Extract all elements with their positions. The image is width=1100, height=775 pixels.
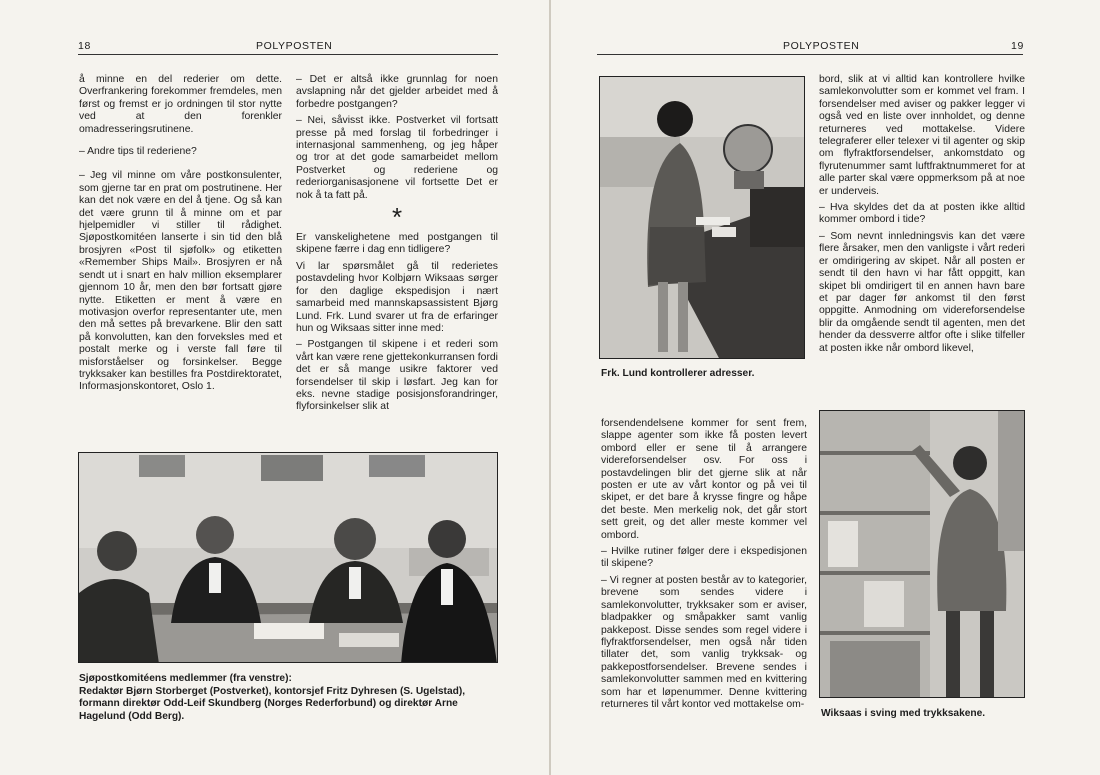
paragraph: – Nei, såvisst ikke. Postverket vil fortsatt presse på med forslag til forbedringer i internasjonal sammenheng, og jeg håper og tror at det gode samarbeidet mellom Postverket og rederiene og rederiorganisasjonene vil fortsette Det er nok å ta fatt på.: [296, 115, 498, 201]
running-head-right: POLYPOSTEN: [783, 40, 860, 52]
question: – Hva skyldes det da at posten ikke alltid kommer ombord i tide?: [819, 202, 1025, 226]
lund-photo: [599, 76, 805, 359]
header-rule-right: [597, 54, 1023, 55]
paragraph: Vi lar spørsmålet gå til rederietes postavdeling hvor Kolbjørn Wiksaas sørger for den daglige ekspedisjon i nært samarbeid med mannskapsassistent Bjørg Lund. Frk. Lund svarer ut fra de erfaringer hun og Wiksaas sitter inne med:: [296, 260, 498, 334]
question: – Andre tips til rederiene?: [79, 146, 197, 158]
paragraph: – Jeg vil minne om våre postkonsulenter, som gjerne tar en prat om postrutinene. Her kan det nok være en del å tjene. Og så kan det være grunn til å minne om et par hjelpemidler vi stiller til rådighet. Sjøpostkomitéen lanserte i sin tid den blå brosjyren «Post til sjøfolk» og etiketten «Remember Ships Mail». Brosjyren er nå sendt ut i snart en halv million eksemplarer gjennom 10 år, men den bør fortsatt gjøre nytte. Etiketten er ment å være en motivasjon overfor representanter ute, men den må settes på brevarkene. Blir den satt på konvolutten, kan den forveksles med et postalt merke og i verste fall føre til misforståelser og forsinkelser. Begge trykksaker kan bestilles fra Postdirektoratet, Informasjonskontoret, Oslo 1.: [79, 170, 282, 393]
section-separator: *: [391, 202, 403, 233]
page-number-right: 19: [1011, 40, 1024, 52]
left-column-2: [296, 74, 498, 418]
paragraph: Er vanskelighetene med postgangen til skipene færre i dag enn tidligere?: [296, 232, 498, 256]
page-number-left: 18: [78, 40, 91, 52]
paragraph: bord, slik at vi alltid kan kontrollere hvilke samlekonvolutter som er kommet vel fram. I forsendelser med aviser og pakker legger vi også ved en liste over innholdet, og denne returneres ved mottakelse. Videre telegraferer eller telexer vi til agenter og skip om flyfraktforsendelser, ankomstdato og flyrutenummer samt luftfraktnummeret for at alle parter skal være oppmerksom på at noe er underveis.: [819, 74, 1025, 197]
right-page: [551, 0, 1100, 775]
lund-photo-caption: Frk. Lund kontrollerer adresser.: [601, 368, 755, 379]
left-page: [0, 0, 549, 775]
question: – Hvilke rutiner følger dere i ekspedisjonen til skipene?: [601, 546, 807, 570]
wiksaas-photo: [819, 410, 1025, 698]
paragraph: – Som nevnt innledningsvis kan det være flere årsaker, men den vanligste i vårt rederi er omdirigering av skipet. Når all posten er sendt til den havn vi har fått oppgitt, kan skipet bli omdirigert til en annen havn bare et par dager før ankomst til den først oppgitte. Anmodning om videreforsendelse blir da omgående sendt til agenten, men det hender da dessverre altfor ofte i slike tilfeller at posten ikke når ombord likevel,: [819, 230, 1025, 354]
committee-photo-caption: [79, 673, 499, 723]
running-head-left: POLYPOSTEN: [256, 40, 333, 52]
paragraph: forsendendelsene kommer for sent frem, slappe agenter som ikke få posten levert ombord eller er sene til å arrangere videreforsendelser osv. For oss i postavdelingen blir det gjerne slik at når posten er ute av vårt kontor og på vei til skipet, er det bare å krysse fingre og håpe det beste. Men merkelig nok, det går stort sett greit, og det aller meste kommer vel ombord.: [601, 418, 807, 541]
committee-photo-image: [79, 453, 498, 663]
left-column-1: [79, 74, 282, 398]
wiksaas-photo-image: [820, 411, 1025, 698]
caption-body: Redaktør Bjørn Storberget (Postverket), kontorsjef Fritz Dyhresen (S. Ugelstad), formann direktør Odd-Leif Skundberg (Norges Rederforbund) og direktør Arne Hagelund (Odd Berg).: [79, 685, 466, 722]
right-column-top: [819, 74, 1025, 359]
caption-title: Sjøpostkomitéens medlemmer (fra venstre):: [79, 673, 292, 684]
paragraph: – Vi regner at posten består av to kategorier, brevene som sendes videre i samlekonvolutter, trykksaker som er aviser, bladpakker og småpakker samt vanlig pakkepost. Disse sendes som regel videre i flyfraktforsendelser, men også når tiden tillater det, som vanlig trykksak- og pakkepostforsendelser. Brevene sendes i samlekonvolutter sammen med en kvittering som har et løpenummer. Denne kvittering returneres til vårt kontor ved mottakelse om-: [601, 574, 807, 710]
right-page-column-bottom: [601, 418, 807, 715]
paragraph: – Postgangen til skipene i et rederi som vårt kan være rene gjettekonkurransen fordi det er så mange usikre faktorer ved forsendelser til skip i løsfart. Jeg kan for eks. nevne stadige posisjonsforandringer, flyforsinkelser slik at: [296, 339, 498, 413]
paragraph: å minne en del rederier om dette. Overfrankering forekommer fremdeles, men først og fremst er jo ordningen til stor nytte ved at den forenkler omadresseringsrutinene.: [79, 74, 282, 135]
paragraph: – Det er altså ikke grunnlag for noen avslapning når det gjelder arbeidet med å forbedre postgangen?: [296, 74, 498, 110]
header-rule-left: [78, 54, 498, 55]
wiksaas-photo-caption: Wiksaas i sving med trykksakene.: [821, 708, 986, 719]
lund-photo-image: [600, 77, 805, 359]
committee-photo: [78, 452, 498, 663]
